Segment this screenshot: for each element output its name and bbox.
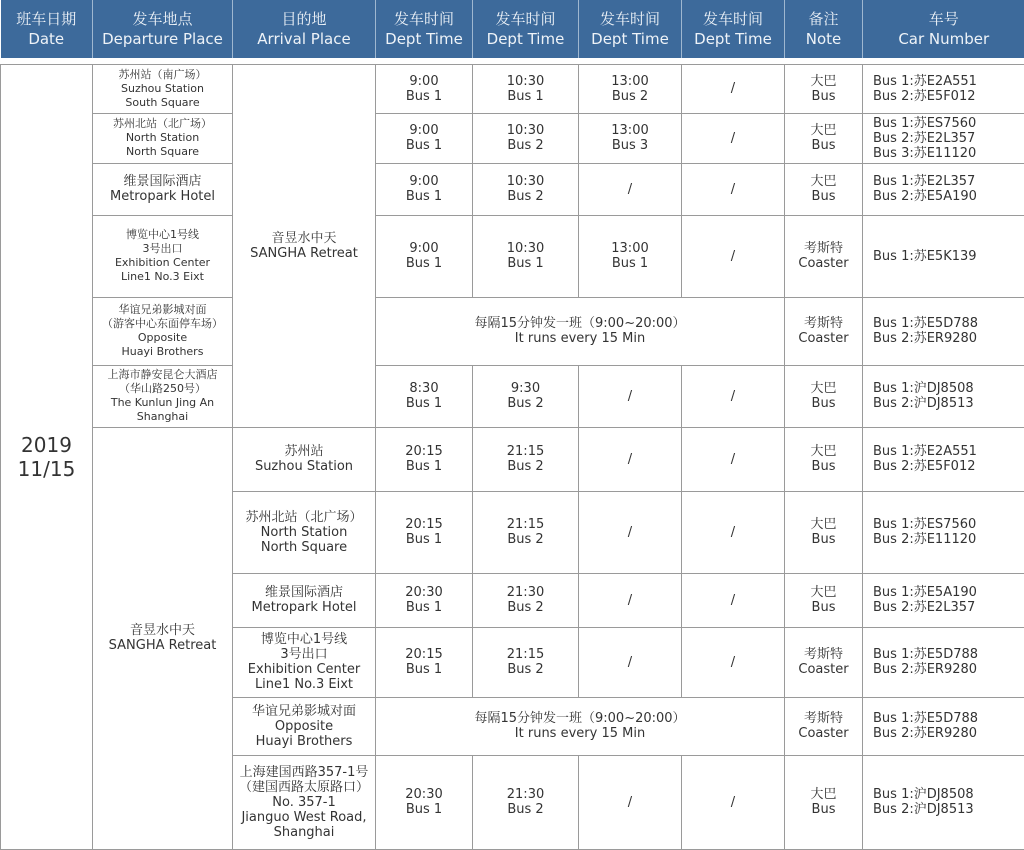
cell-line: North Station — [95, 131, 230, 145]
dept-time-cell — [376, 427, 473, 491]
cell-line: / — [684, 249, 782, 264]
cell-line: Bus 1 — [378, 256, 470, 271]
cell-line: Line1 No.3 Eixt — [95, 270, 230, 284]
cell-line: 苏州北站（北广场） — [95, 117, 230, 131]
cell-line: 博览中心1号线 — [95, 228, 230, 242]
cell-line: Bus 2 — [475, 396, 576, 411]
cell-line: 20:15 — [378, 444, 470, 459]
cell-line: / — [684, 81, 782, 96]
cell-line: Bus 2:苏E5F012 — [873, 459, 1022, 474]
dept-time-cell — [376, 573, 473, 627]
cell-line: Bus 2:苏E2L357 — [873, 131, 1022, 146]
dept-time-cell — [473, 64, 579, 113]
cell-line: 21:30 — [475, 787, 576, 802]
cell-line: / — [684, 655, 782, 670]
header-car-number: 车号 Car Number — [863, 0, 1024, 58]
cell-line: / — [684, 389, 782, 404]
cell-line: Bus 2:苏E2L357 — [873, 600, 1022, 615]
cell-line: 20:15 — [378, 517, 470, 532]
cell-line: 2019 — [3, 433, 90, 457]
cell-line: / — [684, 452, 782, 467]
arrival-place-cell — [233, 755, 376, 849]
cell-line: Bus 2 — [475, 459, 576, 474]
cell-line: Suzhou Station — [235, 459, 373, 474]
cell-line: 大巴 — [787, 74, 860, 89]
dept-time-cell — [579, 163, 682, 215]
cell-line: Bus — [787, 600, 860, 615]
cell-line: Bus 1:苏E2A551 — [873, 74, 1022, 89]
dept-time-cell — [682, 427, 785, 491]
dept-time-cell — [376, 627, 473, 697]
cell-line: Exhibition Center — [95, 256, 230, 270]
dept-time-cell — [682, 365, 785, 427]
cell-line: 大巴 — [787, 381, 860, 396]
cell-line: Bus 1:苏E5D788 — [873, 316, 1022, 331]
cell-line: Bus 2 — [475, 662, 576, 677]
cell-line: Bus 1:苏E2L357 — [873, 174, 1022, 189]
cell-line: 10:30 — [475, 174, 576, 189]
note-cell — [785, 627, 863, 697]
cell-line: Shanghai — [235, 825, 373, 840]
cell-line: / — [581, 525, 679, 540]
dept-time-cell — [579, 113, 682, 163]
cell-line: Exhibition Center — [235, 662, 373, 677]
cell-line: Bus 3:苏E11120 — [873, 146, 1022, 161]
cell-line: It runs every 15 Min — [378, 331, 782, 346]
cell-line: 20:30 — [378, 585, 470, 600]
car-number-cell — [863, 297, 1024, 365]
cell-line: 考斯特 — [787, 711, 860, 726]
cell-line: 维景国际酒店 — [235, 585, 373, 600]
cell-line: 音昱水中天 — [235, 231, 373, 246]
cell-line: 上海建国西路357-1号 — [235, 765, 373, 780]
cell-line: 考斯特 — [787, 316, 860, 331]
cell-line: Suzhou Station — [95, 82, 230, 96]
note-cell — [785, 163, 863, 215]
cell-line: Bus 3 — [581, 138, 679, 153]
arrival-place-cell — [233, 427, 376, 491]
cell-line: Opposite — [235, 719, 373, 734]
note-cell — [785, 427, 863, 491]
cell-line: 3号出口 — [235, 647, 373, 662]
cell-line: Bus 1 — [378, 802, 470, 817]
cell-line: 每隔15分钟发一班（9:00~20:00） — [378, 316, 782, 331]
cell-line: Metropark Hotel — [235, 600, 373, 615]
arrival-place-cell — [233, 573, 376, 627]
departure-place-cell — [93, 113, 233, 163]
cell-line: 21:15 — [475, 647, 576, 662]
cell-line: 9:00 — [378, 174, 470, 189]
cell-line: （华山路250号） — [95, 382, 230, 396]
cell-line: 13:00 — [581, 74, 679, 89]
cell-line: Coaster — [787, 331, 860, 346]
cell-line: / — [684, 593, 782, 608]
cell-line: Bus 2:苏ER9280 — [873, 662, 1022, 677]
cell-line: 大巴 — [787, 444, 860, 459]
cell-line: 苏州站 — [235, 444, 373, 459]
cell-line: Bus 1:沪DJ8508 — [873, 787, 1022, 802]
cell-line: Bus 1:苏E5D788 — [873, 647, 1022, 662]
cell-line: Bus 1:沪DJ8508 — [873, 381, 1022, 396]
cell-line: 9:00 — [378, 241, 470, 256]
dept-time-cell — [682, 573, 785, 627]
cell-line: North Station — [235, 525, 373, 540]
cell-line: Bus 1 — [378, 662, 470, 677]
cell-line: Bus 1 — [378, 89, 470, 104]
car-number-cell — [863, 64, 1024, 113]
cell-line: 21:15 — [475, 517, 576, 532]
cell-line: It runs every 15 Min — [378, 726, 782, 741]
dept-time-cell — [579, 573, 682, 627]
cell-line: 大巴 — [787, 585, 860, 600]
cell-line: 13:00 — [581, 123, 679, 138]
dept-time-cell — [473, 113, 579, 163]
dept-time-cell — [376, 365, 473, 427]
dept-time-cell — [376, 113, 473, 163]
cell-line: （游客中心东面停车场） — [95, 317, 230, 331]
cell-line: 音昱水中天 — [95, 623, 230, 638]
note-cell — [785, 755, 863, 849]
cell-line: Huayi Brothers — [235, 734, 373, 749]
cell-line: 10:30 — [475, 123, 576, 138]
cell-line: Bus 1 — [378, 189, 470, 204]
cell-line: 13:00 — [581, 241, 679, 256]
car-number-cell — [863, 113, 1024, 163]
cell-line: Bus — [787, 138, 860, 153]
dept-time-cell — [682, 215, 785, 297]
table-row — [1, 113, 1024, 163]
cell-line: 考斯特 — [787, 647, 860, 662]
dept-time-cell — [682, 755, 785, 849]
cell-line: 苏州北站（北广场） — [235, 510, 373, 525]
note-cell — [785, 64, 863, 113]
dept-time-cell — [579, 64, 682, 113]
dept-time-cell — [473, 215, 579, 297]
car-number-cell — [863, 215, 1024, 297]
cell-line: Bus 1:苏E5K139 — [873, 249, 1022, 264]
departure-place-cell — [93, 64, 233, 113]
cell-line: / — [581, 655, 679, 670]
cell-line: 10:30 — [475, 74, 576, 89]
cell-line: Shanghai — [95, 410, 230, 424]
cell-line: Bus 2:苏ER9280 — [873, 726, 1022, 741]
cell-line: Jianguo West Road, — [235, 810, 373, 825]
dept-time-cell — [579, 427, 682, 491]
cell-line: Bus 1:苏E5D788 — [873, 711, 1022, 726]
cell-line: / — [684, 182, 782, 197]
cell-line: SANGHA Retreat — [235, 246, 373, 261]
header-departure: 发车地点 Departure Place — [93, 0, 233, 58]
car-number-cell — [863, 573, 1024, 627]
cell-line: Bus 2 — [581, 89, 679, 104]
frequency-note-cell — [376, 697, 785, 755]
car-number-cell — [863, 755, 1024, 849]
cell-line: Coaster — [787, 662, 860, 677]
dept-time-cell — [376, 215, 473, 297]
cell-line: / — [581, 593, 679, 608]
table-row — [1, 163, 1024, 215]
cell-line: 大巴 — [787, 517, 860, 532]
cell-line: Bus 1 — [378, 532, 470, 547]
dept-time-cell — [473, 365, 579, 427]
cell-line: 8:30 — [378, 381, 470, 396]
cell-line: / — [684, 131, 782, 146]
cell-line: Bus 1 — [378, 459, 470, 474]
note-cell — [785, 365, 863, 427]
cell-line: / — [581, 389, 679, 404]
header-note: 备注 Note — [785, 0, 863, 58]
car-number-cell — [863, 163, 1024, 215]
cell-line: （建国西路太原路口） — [235, 780, 373, 795]
table-row — [1, 215, 1024, 297]
cell-line: Bus 1 — [378, 396, 470, 411]
cell-line: South Square — [95, 96, 230, 110]
dept-time-cell — [473, 627, 579, 697]
cell-line: 21:15 — [475, 444, 576, 459]
cell-line: Bus 1:苏ES7560 — [873, 517, 1022, 532]
dept-time-cell — [682, 113, 785, 163]
cell-line: / — [684, 525, 782, 540]
cell-line: Bus 1 — [475, 89, 576, 104]
cell-line: 维景国际酒店 — [95, 174, 230, 189]
car-number-cell — [863, 491, 1024, 573]
cell-line: 10:30 — [475, 241, 576, 256]
cell-line: Bus — [787, 459, 860, 474]
cell-line: Bus 1 — [378, 138, 470, 153]
cell-line: 21:30 — [475, 585, 576, 600]
note-cell — [785, 297, 863, 365]
cell-line: SANGHA Retreat — [95, 638, 230, 653]
cell-line: Bus 2 — [475, 189, 576, 204]
dept-time-cell — [376, 163, 473, 215]
cell-line: Bus 2 — [475, 532, 576, 547]
table-row — [1, 64, 1024, 113]
cell-line: The Kunlun Jing An — [95, 396, 230, 410]
cell-line: Bus — [787, 189, 860, 204]
cell-line: 华谊兄弟影城对面 — [235, 704, 373, 719]
car-number-cell — [863, 427, 1024, 491]
dept-time-cell — [682, 491, 785, 573]
cell-line: 9:00 — [378, 123, 470, 138]
cell-line: 考斯特 — [787, 241, 860, 256]
arrival-place-cell — [233, 697, 376, 755]
dept-time-cell — [579, 491, 682, 573]
cell-line: 大巴 — [787, 787, 860, 802]
table-row — [1, 297, 1024, 365]
date-cell — [1, 64, 93, 849]
cell-line: North Square — [95, 145, 230, 159]
dept-time-cell — [376, 491, 473, 573]
cell-line: 苏州站（南广场） — [95, 68, 230, 82]
table-row — [1, 365, 1024, 427]
departure-place-cell — [93, 365, 233, 427]
table-row — [1, 427, 1024, 491]
cell-line: 华谊兄弟影城对面 — [95, 303, 230, 317]
cell-line: Bus 2:苏ER9280 — [873, 331, 1022, 346]
dept-time-cell — [473, 573, 579, 627]
cell-line: Bus 1 — [581, 256, 679, 271]
cell-line: Bus 2:沪DJ8513 — [873, 802, 1022, 817]
arrival-place-cell — [233, 491, 376, 573]
header-row — [1, 0, 1024, 58]
cell-line: Bus 1 — [475, 256, 576, 271]
cell-line: 每隔15分钟发一班（9:00~20:00） — [378, 711, 782, 726]
cell-line: Opposite — [95, 331, 230, 345]
cell-line: Bus 1:苏E5A190 — [873, 585, 1022, 600]
cell-line: 9:30 — [475, 381, 576, 396]
dept-time-cell — [682, 64, 785, 113]
cell-line: 大巴 — [787, 123, 860, 138]
header-dept-time-3: 发车时间 Dept Time — [579, 0, 682, 58]
dept-time-cell — [579, 365, 682, 427]
dept-time-cell — [473, 163, 579, 215]
cell-line: 20:30 — [378, 787, 470, 802]
cell-line: / — [581, 795, 679, 810]
cell-line: Bus 1:苏E2A551 — [873, 444, 1022, 459]
note-cell — [785, 215, 863, 297]
cell-line: Bus — [787, 532, 860, 547]
cell-line: / — [581, 182, 679, 197]
car-number-cell — [863, 697, 1024, 755]
cell-line: Bus 1:苏ES7560 — [873, 116, 1022, 131]
car-number-cell — [863, 627, 1024, 697]
cell-line: Bus 2:沪DJ8513 — [873, 396, 1022, 411]
cell-line: Coaster — [787, 726, 860, 741]
departure-place-cell — [93, 215, 233, 297]
header-dept-time-1: 发车时间 Dept Time — [376, 0, 473, 58]
cell-line: 20:15 — [378, 647, 470, 662]
cell-line: Bus 2 — [475, 600, 576, 615]
departure-place-cell — [93, 427, 233, 849]
arrival-place-cell — [233, 627, 376, 697]
note-cell — [785, 573, 863, 627]
cell-line: Bus 2:苏E5F012 — [873, 89, 1022, 104]
cell-line: Metropark Hotel — [95, 189, 230, 204]
cell-line: 9:00 — [378, 74, 470, 89]
cell-line: Line1 No.3 Eixt — [235, 677, 373, 692]
cell-line: Bus 1 — [378, 600, 470, 615]
arrival-place-cell — [233, 64, 376, 427]
cell-line: 3号出口 — [95, 242, 230, 256]
cell-line: Bus 2 — [475, 802, 576, 817]
cell-line: 大巴 — [787, 174, 860, 189]
dept-time-cell — [682, 163, 785, 215]
header-arrival: 目的地 Arrival Place — [233, 0, 376, 58]
frequency-note-cell — [376, 297, 785, 365]
cell-line: Bus — [787, 89, 860, 104]
dept-time-cell — [376, 755, 473, 849]
dept-time-cell — [473, 491, 579, 573]
note-cell — [785, 697, 863, 755]
note-cell — [785, 491, 863, 573]
cell-line: Bus 2:苏E11120 — [873, 532, 1022, 547]
car-number-cell — [863, 365, 1024, 427]
cell-line: Bus — [787, 396, 860, 411]
cell-line: Coaster — [787, 256, 860, 271]
cell-line: No. 357-1 — [235, 795, 373, 810]
cell-line: Bus 2 — [475, 138, 576, 153]
dept-time-cell — [579, 627, 682, 697]
cell-line: North Square — [235, 540, 373, 555]
dept-time-cell — [579, 755, 682, 849]
header-date: 班车日期 Date — [1, 0, 93, 58]
dept-time-cell — [682, 627, 785, 697]
cell-line: 11/15 — [3, 457, 90, 481]
header-dept-time-4: 发车时间 Dept Time — [682, 0, 785, 58]
cell-line: 上海市静安昆仑大酒店 — [95, 368, 230, 382]
dept-time-cell — [579, 215, 682, 297]
cell-line: Huayi Brothers — [95, 345, 230, 359]
note-cell — [785, 113, 863, 163]
cell-line: / — [684, 795, 782, 810]
departure-place-cell — [93, 297, 233, 365]
dept-time-cell — [473, 755, 579, 849]
cell-line: 博览中心1号线 — [235, 632, 373, 647]
dept-time-cell — [376, 64, 473, 113]
cell-line: / — [581, 452, 679, 467]
header-dept-time-2: 发车时间 Dept Time — [473, 0, 579, 58]
cell-line: Bus — [787, 802, 860, 817]
departure-place-cell — [93, 163, 233, 215]
cell-line: Bus 2:苏E5A190 — [873, 189, 1022, 204]
dept-time-cell — [473, 427, 579, 491]
